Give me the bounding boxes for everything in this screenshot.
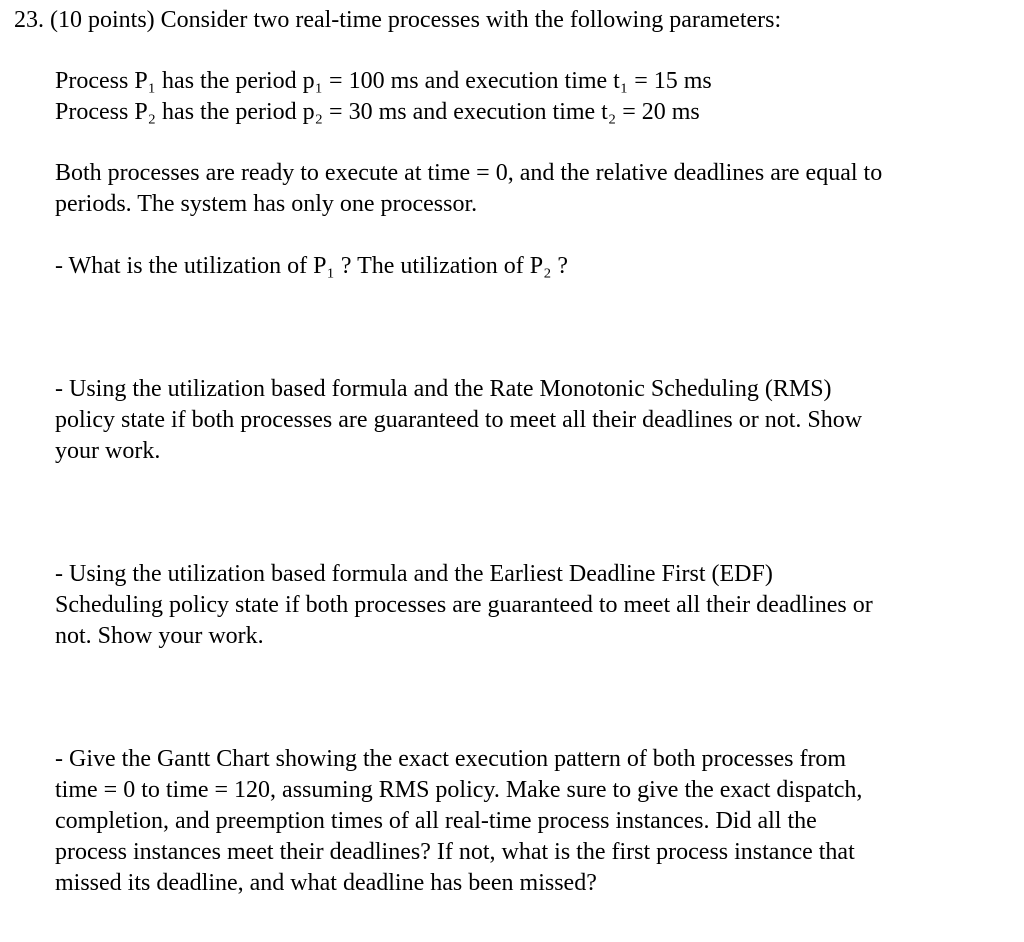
edf-question-line-2: Scheduling policy state if both processes are guaranteed to meet all their deadlines or	[55, 592, 873, 618]
context-line-2: periods. The system has only one processor.	[55, 191, 478, 217]
context-line-1: Both processes are ready to execute at time = 0, and the relative deadlines are equal to	[55, 160, 883, 186]
gantt-question-line-5: missed its deadline, and what deadline has been missed?	[55, 870, 597, 896]
gantt-question-line-4: process instances meet their deadlines? If not, what is the first process instance that	[55, 839, 855, 865]
edf-question-line-1: - Using the utilization based formula and the Earliest Deadline First (EDF)	[55, 561, 773, 587]
question-header: 23. (10 points) Consider two real-time processes with the following parameters:	[14, 7, 782, 33]
rms-question-line-2: policy state if both processes are guaranteed to meet all their deadlines or not. Show	[55, 407, 863, 433]
process-1-parameters: Process P₁ has the period p₁ = 100 ms and execution time t₁ = 15 ms	[55, 68, 712, 94]
gantt-question-line-1: - Give the Gantt Chart showing the exact execution pattern of both processes from	[55, 746, 847, 772]
gantt-question-line-2: time = 0 to time = 120, assuming RMS policy. Make sure to give the exact dispatch,	[55, 777, 863, 803]
gantt-question-line-3: completion, and preemption times of all real-time process instances. Did all the	[55, 808, 817, 834]
process-2-parameters: Process P₂ has the period p₂ = 30 ms and execution time t₂ = 20 ms	[55, 99, 700, 125]
rms-question-line-1: - Using the utilization based formula and the Rate Monotonic Scheduling (RMS)	[55, 376, 832, 402]
utilization-question: - What is the utilization of P₁ ? The utilization of P₂ ?	[55, 253, 569, 279]
rms-question-line-3: your work.	[55, 438, 161, 464]
edf-question-line-3: not. Show your work.	[55, 623, 264, 649]
